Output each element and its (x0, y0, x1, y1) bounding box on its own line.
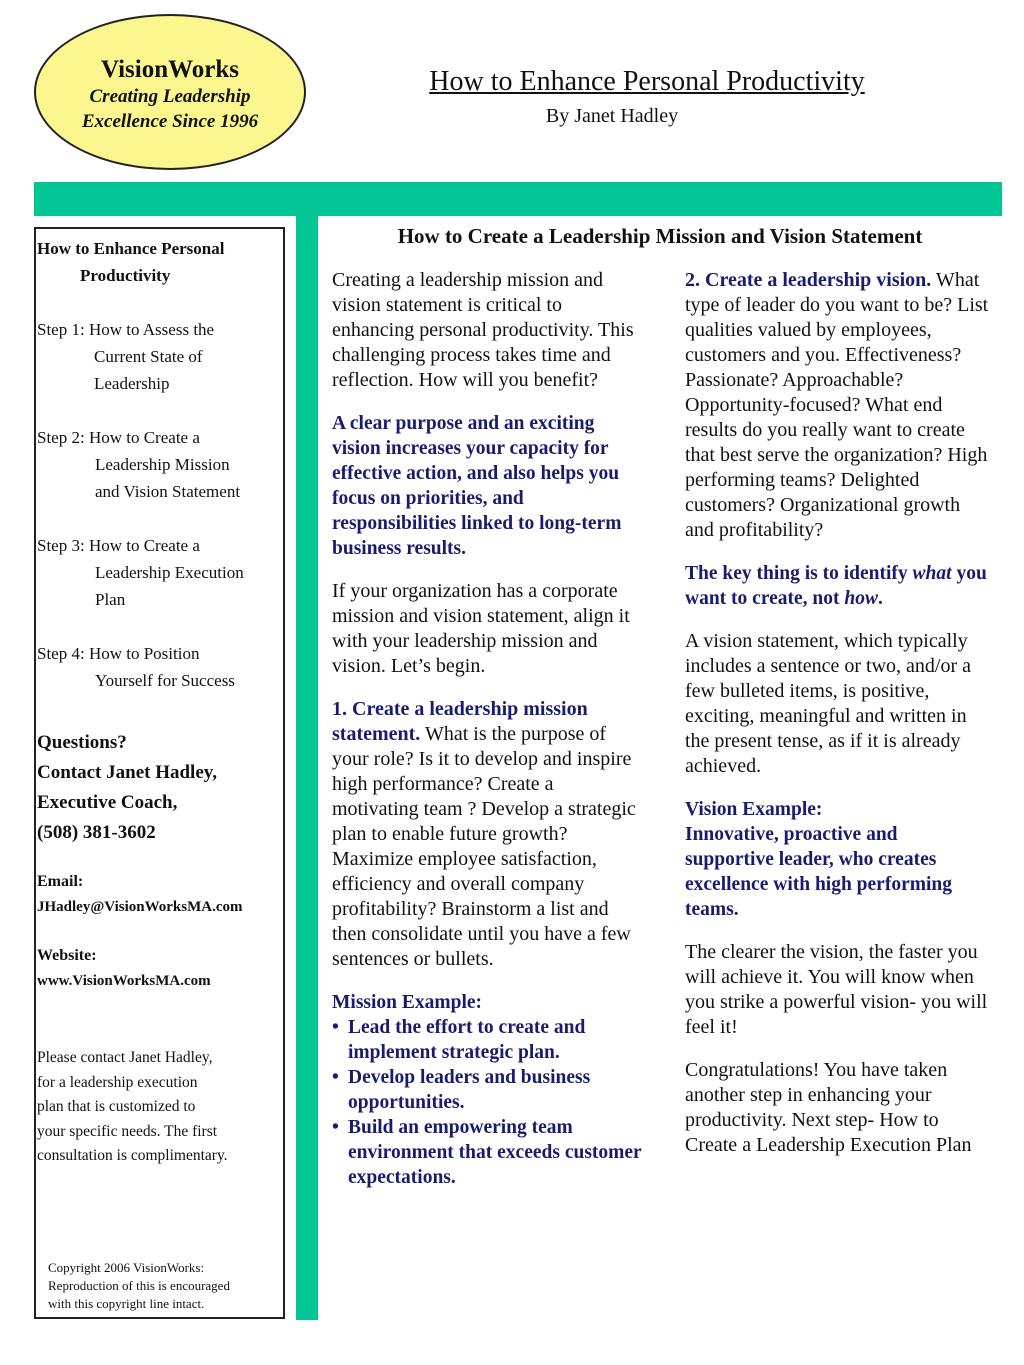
horizontal-accent-bar (34, 182, 1002, 216)
website-link[interactable]: www.VisionWorksMA.com (37, 973, 211, 989)
article-column-1 (332, 268, 642, 1190)
mission-step-paragraph: 1. Create a leadership mission statement. What is the purpose of your role? Is it to develop and inspire high performance? Create a motivating team ? Develop a strategic plan to enable future growth? Maximize employee satisfaction, efficiency and overall company profitability? Brainstorm a list and then consolidate until you have a few sentences or bullets. (332, 698, 636, 970)
vision-step-paragraph: 2. Create a leadership vision. What type of leader do you want to be? List qualities valued by employees, customers and you. Effectiveness? Passionate? Approachable? Opportunity-focused? What end results do you really want to create that best serve the organization? High performing teams? Delighted customers? Organizational growth and profitability? (685, 269, 989, 541)
vertical-accent-bar (296, 214, 318, 1320)
article-column-2 (685, 268, 990, 1176)
page-title: How to Enhance Personal Productivity (429, 66, 865, 97)
paragraph: Creating a leadership mission and vision statement is critical to enhancing personal productivity. This challenging process takes time and reflection. How will you benefit? (332, 269, 634, 391)
contact-phone: (508) 381-3602 (37, 822, 156, 843)
consultation-note: Please contact Janet Hadley, for a leadership execution plan that is customized to your specific needs. The first consultation is complimentary. (37, 1049, 228, 1164)
email-link[interactable]: JHadley@VisionWorksMA.com (37, 899, 243, 915)
contact-block: Questions? Contact Janet Hadley, Executive Coach, (508) 381-3602 (37, 728, 292, 848)
copyright-notice: Copyright 2006 VisionWorks: Reproduction of this is encouraged with this copyright line intact. (48, 1260, 230, 1311)
sidebar (34, 227, 285, 1319)
sidebar-step-1: Step 1: How to Assess the Current State of Leadership (37, 320, 215, 393)
sidebar-step-3: Step 3: How to Create a Leadership Execution Plan (37, 536, 244, 609)
paragraph: The clearer the vision, the faster you will achieve it. You will know when you strike a powerful vision- you will feel it! (685, 941, 988, 1038)
mission-example-label: Mission Example: (332, 992, 483, 1013)
website-label: Website: (37, 947, 97, 964)
visionworks-logo (34, 14, 306, 170)
list-item: • Build an empowering team environment that exceeds customer expectations. (332, 1117, 642, 1188)
list-item: • Develop leaders and business opportunities. (332, 1067, 591, 1113)
sidebar-step-4: Step 4: How to Position Yourself for Success (37, 644, 235, 690)
logo-tagline-1: Creating Leadership (89, 86, 251, 107)
paragraph: Congratulations! You have taken another step in enhancing your productivity. Next step- How to Create a Leadership Execution Plan (685, 1059, 972, 1156)
logo-tagline-2: Excellence Since 1996 (81, 111, 259, 132)
vision-example-label: Vision Example: (685, 799, 823, 820)
email-label: Email: (37, 873, 84, 890)
highlight-paragraph: A clear purpose and an exciting vision increases your capacity for effective action, and also helps you focus on priorities, and responsibilities linked to long-term business results. (332, 413, 622, 559)
byline: By Janet Hadley (545, 105, 679, 127)
list-item: • Lead the effort to create and implement strategic plan. (332, 1017, 586, 1063)
vision-example: Vision Example: Innovative, proactive and supportive leader, who creates excellence with high performing teams. (685, 797, 990, 922)
logo-brand: VisionWorks (100, 56, 239, 83)
key-thing-paragraph: The key thing is to identify what you want to create, not how. (685, 563, 987, 609)
paragraph: A vision statement, which typically includes a sentence or two, and/or a few bulleted items, is positive, exciting, meaningful and written in the present tense, as if it is already achieved. (685, 630, 972, 777)
sidebar-title: How to Enhance Personal Productivity (37, 239, 225, 285)
paragraph: If your organization has a corporate mission and vision statement, align it with your leadership mission and vision. Let’s begin. (332, 580, 630, 677)
article-heading: How to Create a Leadership Mission and Vision Statement (397, 224, 923, 248)
sidebar-step-2: Step 2: How to Create a Leadership Mission and Vision Statement (37, 428, 241, 501)
mission-example-list (332, 1015, 642, 1190)
